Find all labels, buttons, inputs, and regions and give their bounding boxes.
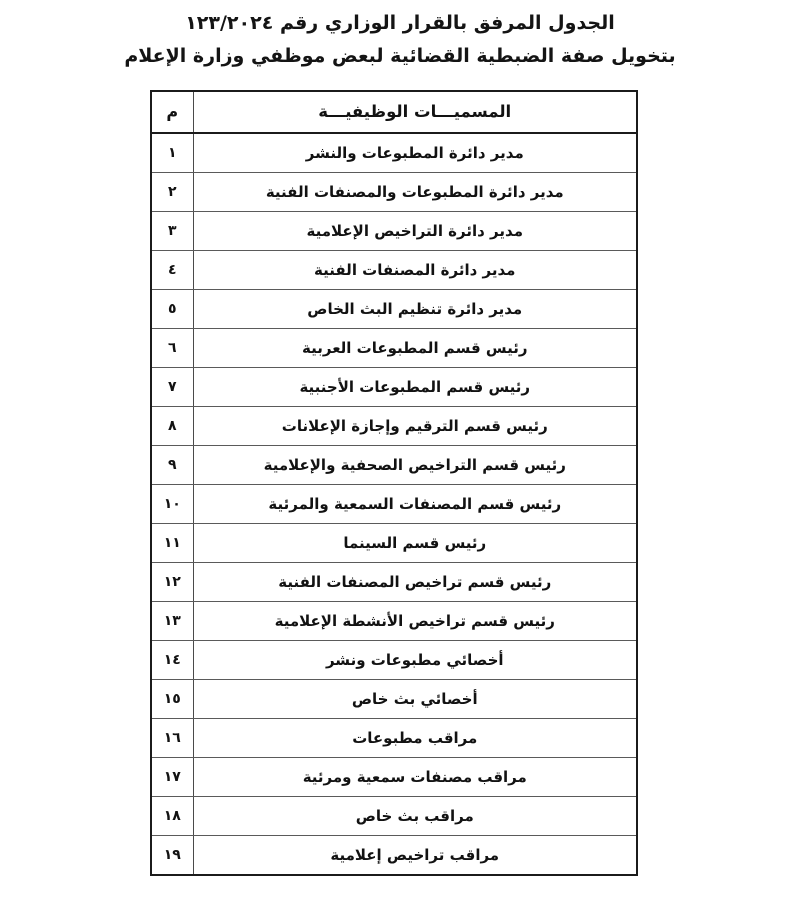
table-row <box>151 485 637 524</box>
table-row <box>151 368 637 407</box>
table-row <box>151 524 637 563</box>
cell-row-number <box>151 329 193 368</box>
job-titles-table <box>150 90 638 876</box>
cell-row-number <box>151 290 193 329</box>
cell-job-title <box>193 524 637 563</box>
row-number-text: ١٤ <box>163 652 181 668</box>
cell-job-title <box>193 836 637 876</box>
row-number-text: ١١ <box>163 535 181 551</box>
cell-row-number <box>151 485 193 524</box>
cell-row-number <box>151 173 193 212</box>
job-title-text: مدير دائرة المصنفات الفنية <box>314 261 516 279</box>
row-number-text: ١٥ <box>163 691 181 707</box>
job-titles-table-container <box>152 90 638 876</box>
cell-row-number <box>151 212 193 251</box>
row-number-text: ١٦ <box>163 730 181 746</box>
row-number-text: ١٢ <box>163 574 181 590</box>
cell-row-number <box>151 446 193 485</box>
job-title-text: رئيس قسم المصنفات السمعية والمرئية <box>268 495 562 513</box>
table-row <box>151 251 637 290</box>
job-title-text: رئيس قسم تراخيص الأنشطة الإعلامية <box>274 612 555 630</box>
cell-job-title <box>193 641 637 680</box>
job-title-text: رئيس قسم السينما <box>343 534 487 552</box>
table-row <box>151 173 637 212</box>
job-title-text: مراقب مصنفات سمعية ومرئية <box>302 768 527 786</box>
table-header-row <box>151 91 637 133</box>
row-number-text: ٢ <box>167 184 177 200</box>
job-title-text: رئيس قسم الترقيم وإجازة الإعلانات <box>281 417 548 435</box>
cell-job-title <box>193 602 637 641</box>
table-row <box>151 329 637 368</box>
job-title-text: مدير دائرة المطبوعات والمصنفات الفنية <box>265 183 564 201</box>
job-title-text: مراقب مطبوعات <box>352 729 478 747</box>
cell-job-title <box>193 563 637 602</box>
row-number-text: ٨ <box>167 418 177 434</box>
cell-row-number <box>151 407 193 446</box>
cell-job-title <box>193 485 637 524</box>
table-row <box>151 797 637 836</box>
cell-row-number <box>151 602 193 641</box>
table-row <box>151 680 637 719</box>
cell-row-number <box>151 641 193 680</box>
table-row <box>151 641 637 680</box>
table-row <box>151 719 637 758</box>
cell-row-number <box>151 758 193 797</box>
cell-row-number <box>151 368 193 407</box>
cell-row-number <box>151 524 193 563</box>
table-row <box>151 563 637 602</box>
column-header-number-label: م <box>166 102 179 121</box>
job-title-text: مراقب تراخيص إعلامية <box>330 846 500 864</box>
row-number-text: ٦ <box>167 340 177 356</box>
cell-row-number <box>151 797 193 836</box>
column-header-job-titles <box>193 91 637 133</box>
row-number-text: ٤ <box>167 262 177 278</box>
cell-job-title <box>193 797 637 836</box>
table-row <box>151 290 637 329</box>
table-row <box>151 212 637 251</box>
row-number-text: ١٨ <box>163 808 181 824</box>
row-number-text: ٣ <box>167 223 177 239</box>
job-title-text: مدير دائرة المطبوعات والنشر <box>305 144 524 162</box>
row-number-text: ١٧ <box>163 769 181 785</box>
cell-job-title <box>193 368 637 407</box>
job-title-text: أخصائي بث خاص <box>351 690 478 708</box>
cell-row-number <box>151 680 193 719</box>
cell-job-title <box>193 407 637 446</box>
cell-job-title <box>193 251 637 290</box>
cell-job-title <box>193 212 637 251</box>
cell-row-number <box>151 719 193 758</box>
row-number-text: ٧ <box>167 379 177 395</box>
job-title-text: رئيس قسم المطبوعات الأجنبية <box>299 378 531 396</box>
job-title-text: رئيس قسم المطبوعات العربية <box>302 339 528 357</box>
table-row <box>151 133 637 173</box>
job-title-text: رئيس قسم تراخيص المصنفات الفنية <box>278 573 552 591</box>
cell-job-title <box>193 133 637 173</box>
table-row <box>151 602 637 641</box>
cell-row-number <box>151 563 193 602</box>
cell-job-title <box>193 290 637 329</box>
document-title-line-2: بتخويل صفة الضبطية القضائية لبعض موظفي وزارة الإعلام <box>124 45 676 67</box>
column-header-job-titles-label: المسميـــات الوظيفيـــة <box>318 102 512 121</box>
document-title-block <box>0 0 800 70</box>
job-title-text: رئيس قسم التراخيص الصحفية والإعلامية <box>263 456 566 474</box>
row-number-text: ١٩ <box>163 847 181 863</box>
column-header-number <box>151 91 193 133</box>
cell-job-title <box>193 680 637 719</box>
table-row <box>151 407 637 446</box>
row-number-text: ١٠ <box>163 496 181 512</box>
table-row <box>151 836 637 876</box>
job-title-text: مراقب بث خاص <box>355 807 474 825</box>
table-row <box>151 758 637 797</box>
cell-row-number <box>151 836 193 876</box>
row-number-text: ١٣ <box>163 613 181 629</box>
cell-row-number <box>151 251 193 290</box>
cell-job-title <box>193 173 637 212</box>
cell-job-title <box>193 758 637 797</box>
job-title-text: مدير دائرة التراخيص الإعلامية <box>306 222 523 240</box>
cell-job-title <box>193 329 637 368</box>
table-header <box>151 91 637 133</box>
document-title-line-1: الجدول المرفق بالقرار الوزاري رقم ١٢٣/٢٠٢٤ <box>185 12 615 34</box>
cell-job-title <box>193 719 637 758</box>
row-number-text: ٩ <box>167 457 177 473</box>
table-body <box>151 133 637 875</box>
table-row <box>151 446 637 485</box>
row-number-text: ٥ <box>167 301 177 317</box>
cell-row-number <box>151 133 193 173</box>
job-title-text: مدير دائرة تنظيم البث الخاص <box>307 300 523 318</box>
job-title-text: أخصائي مطبوعات ونشر <box>325 651 504 669</box>
cell-job-title <box>193 446 637 485</box>
row-number-text: ١ <box>167 145 177 161</box>
